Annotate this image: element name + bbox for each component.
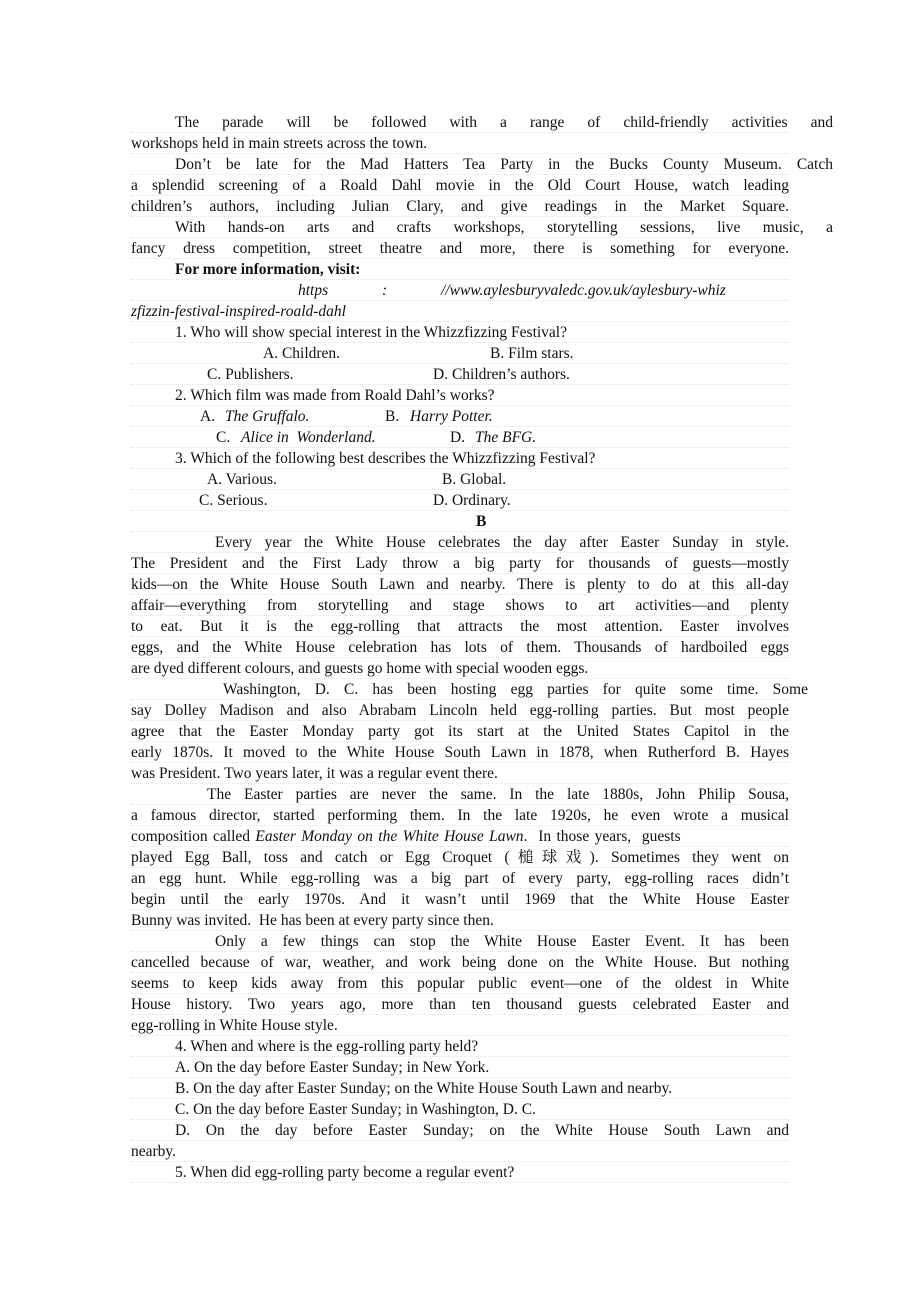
text-line: are dyed different colours, and guests go home with special wooden eggs. [131,660,589,677]
text-line: A. On the day before Easter Sunday; in New York. [175,1059,490,1076]
text-segment: : [382,282,388,299]
text-segment: D. [450,429,469,446]
text-segment: A. Various. [207,471,277,488]
text-line: was President. Two years later, it was a regular event there. [131,765,498,782]
text-line: a famous director, started performing them. In the late 1920s, he even wrote a musical [131,807,789,824]
text-segment: C. Publishers. [207,366,294,383]
text-line: 4. When and where is the egg-rolling party held? [175,1038,479,1055]
text-segment: https [298,282,329,299]
text-line: agree that the Easter Monday party got its start at the United States Capitol in the [131,723,789,740]
text-line [131,827,789,847]
text-line: B. On the day after Easter Sunday; on the White House South Lawn and nearby. [175,1080,673,1097]
text-line: Every year the White House celebrates the day after Easter Sunday in style. [215,534,789,551]
text-line: zfizzin-festival-inspired-roald-dahl [131,303,346,320]
text-line: workshops held in main streets across the town. [131,135,428,152]
text-segment: The BFG. [475,429,537,446]
line-guide [131,531,789,532]
text-segment: //www.aylesburyvaledc.gov.uk/aylesbury-whiz [441,282,726,299]
text-line: kids—on the White House South Lawn and nearby. There is plenty to do at this all-day [131,576,789,593]
text-line: cancelled because of war, weather, and work being done on the White House. But nothing [131,954,789,971]
line-guide [131,1161,789,1162]
text-segment: A. [200,408,219,425]
text-line: D. On the day before Easter Sunday; on the White House South Lawn and [175,1122,789,1139]
text-line: early 1870s. It moved to the White House South Lawn in 1878, when Rutherford B. Hayes [131,744,789,761]
text-segment: C. Serious. [199,492,268,509]
text-line: Don’t be late for the Mad Hatters Tea Party in the Bucks County Museum. Catch [175,156,833,173]
text-segment: B. [385,408,404,425]
text-line: children’s authors, including Julian Clary, and give readings in the Market Square. [131,198,789,215]
text-line: say Dolley Madison and also Abrabam Lincoln held egg-rolling parties. But most people [131,702,789,719]
text-line: an egg hunt. While egg-rolling was a big part of every party, egg-rolling races didn’t [131,870,789,887]
text-line: played Egg Ball, toss and catch or Egg Croquet (槌球戏). Sometimes they went on [131,849,789,866]
text-segment: D. Ordinary. [433,492,511,509]
text-line: a splendid screening of a Roald Dahl movie in the Old Court House, watch leading [131,177,789,194]
text-line: The President and the First Lady throw a big party for thousands of guests—mostly [131,555,789,572]
text-line: Bunny was invited. He has been at every party since then. [131,912,494,929]
text-line: begin until the early 1970s. And it wasn’t until 1969 that the White House Easter [131,891,789,908]
text-line: nearby. [131,1143,177,1160]
text-segment: Alice in Wonderland. [241,429,376,446]
text-segment: A. Children. [263,345,341,362]
text-line: 2. Which film was made from Roald Dahl’s works? [175,387,495,404]
text-segment: D. Children’s authors. [433,366,570,383]
text-line: to eat. But it is the egg-rolling that attracts the most attention. Easter involves [131,618,789,635]
text-line: egg-rolling in White House style. [131,1017,338,1034]
text-line: 3. Which of the following best describes the Whizzfizzing Festival? [175,450,596,467]
text-line: fancy dress competition, street theatre and more, there is something for everyone. [131,240,789,257]
text-segment: . In those years, guests [523,828,681,845]
text-line: Washington, D. C. has been hosting egg parties for quite some time. Some [223,681,808,698]
text-segment: The Gruffalo. [225,408,310,425]
text-line: With hands-on arts and crafts workshops, storytelling sessions, live music, a [175,219,833,236]
text-segment: B. Film stars. [490,345,574,362]
text-line: seems to keep kids away from this popular public event—one of the oldest in White [131,975,789,992]
text-line: eggs, and the White House celebration has lots of them. Thousands of hardboiled eggs [131,639,789,656]
text-line: For more information, visit: [175,261,361,278]
text-line: Only a few things can stop the White House Easter Event. It has been [215,933,789,950]
text-line: House history. Two years ago, more than ten thousand guests celebrated Easter and [131,996,789,1013]
text-line: affair—everything from storytelling and stage shows to art activities—and plenty [131,597,789,614]
text-line: The Easter parties are never the same. In the late 1880s, John Philip Sousa, [207,786,789,803]
text-segment: C. [216,429,235,446]
text-segment: Harry Potter. [410,408,493,425]
text-line: 5. When did egg-rolling party become a regular event? [175,1164,515,1181]
text-segment: Easter Monday on the White House Lawn [255,828,524,845]
line-guide [131,363,789,364]
text-segment: composition called [131,828,256,845]
text-line: 1. Who will show special interest in the Whizzfizzing Festival? [175,324,567,341]
text-line: The parade will be followed with a range of child-friendly activities and [175,114,833,131]
text-line: B [476,513,487,530]
text-segment: B. Global. [442,471,507,488]
text-line: C. On the day before Easter Sunday; in Washington, D. C. [175,1101,536,1118]
